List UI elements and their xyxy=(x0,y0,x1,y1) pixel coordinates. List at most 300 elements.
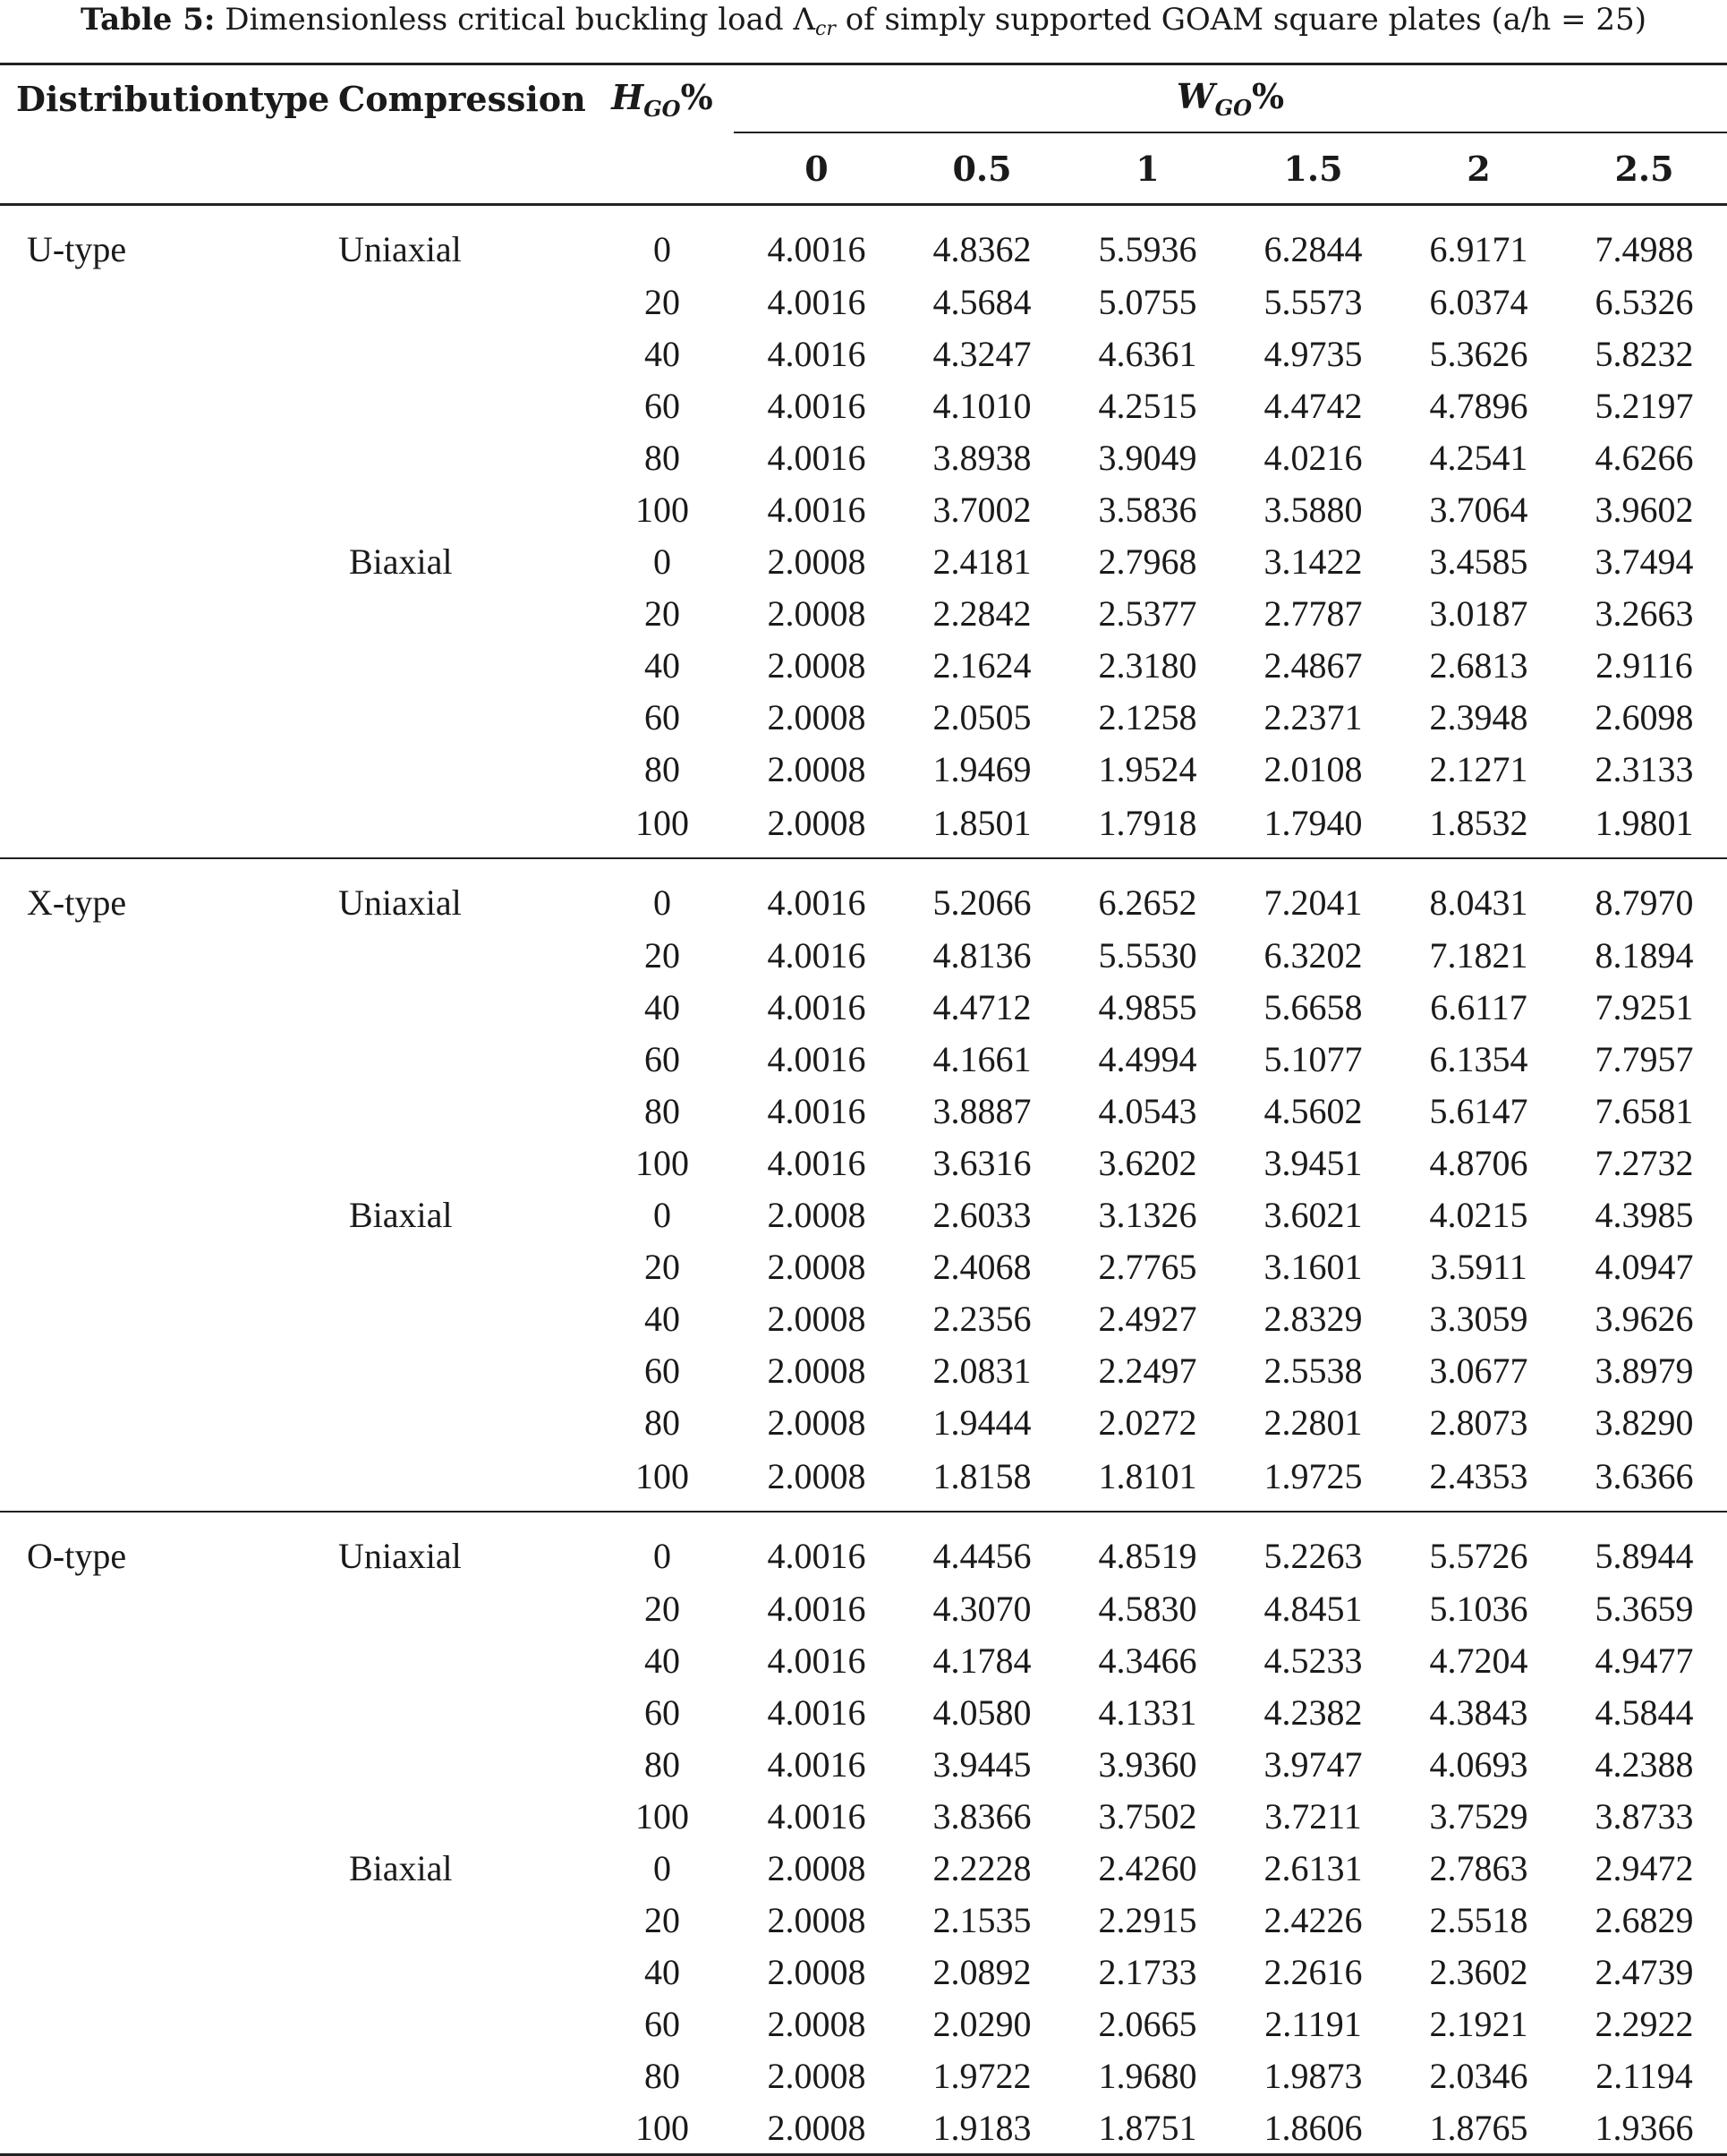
buckling-value-cell: 2.4181 xyxy=(932,541,1032,582)
buckling-value-cell: 2.2915 xyxy=(1098,1899,1197,1940)
buckling-value-cell: 4.2515 xyxy=(1098,385,1197,426)
buckling-value-cell: 3.9049 xyxy=(1098,437,1197,478)
distribution-type-cell xyxy=(0,379,322,431)
buckling-value-cell: 2.7787 xyxy=(1263,592,1363,634)
table-row xyxy=(0,1998,1727,2049)
buckling-value-cell: 2.4260 xyxy=(1098,1847,1197,1888)
hgo-cell: 40 xyxy=(644,1951,680,1992)
buckling-value-cell: 2.0008 xyxy=(767,696,866,737)
buckling-value-cell: 4.4712 xyxy=(932,986,1032,1027)
header-wgo-value: 2.5 xyxy=(1561,132,1727,205)
buckling-value-cell: 2.5377 xyxy=(1098,592,1197,634)
distribution-type-cell xyxy=(0,2101,322,2155)
compression-cell xyxy=(322,1344,591,1396)
buckling-value-cell: 2.6131 xyxy=(1263,1847,1363,1888)
buckling-value-cell: 1.9725 xyxy=(1230,1448,1396,1512)
compression-cell xyxy=(322,1085,591,1137)
buckling-value-cell: 3.3059 xyxy=(1429,1298,1528,1339)
buckling-value-cell: 3.9360 xyxy=(1098,1743,1197,1785)
buckling-value-cell: 2.0008 xyxy=(767,1298,866,1339)
buckling-value-cell: 4.0016 xyxy=(767,986,866,1027)
hgo-cell: 60 xyxy=(644,1692,680,1733)
buckling-value-cell: 4.0543 xyxy=(1098,1090,1197,1131)
buckling-value-cell: 8.7970 xyxy=(1595,882,1694,923)
buckling-value-cell: 7.7957 xyxy=(1595,1038,1694,1079)
buckling-value-cell: 4.0016 xyxy=(767,333,866,374)
buckling-value-cell: 4.5684 xyxy=(932,281,1032,322)
buckling-value-cell: 4.9477 xyxy=(1595,1640,1694,1681)
buckling-value-cell: 2.3602 xyxy=(1429,1951,1528,1992)
hgo-cell: 0 xyxy=(653,228,671,269)
buckling-value-cell: 3.8733 xyxy=(1595,1795,1694,1836)
buckling-value-cell: 5.5573 xyxy=(1263,281,1363,322)
buckling-value-cell: 5.1077 xyxy=(1263,1038,1363,1079)
buckling-value-cell: 1.8751 xyxy=(1065,2101,1230,2155)
distribution-type-cell xyxy=(0,795,322,858)
table-row xyxy=(0,1085,1727,1137)
table-row xyxy=(0,691,1727,743)
compression-cell xyxy=(322,981,591,1033)
buckling-value-cell: 1.9183 xyxy=(899,2101,1065,2155)
compression-cell xyxy=(322,639,591,691)
buckling-value-cell: 2.0505 xyxy=(932,696,1032,737)
table-row xyxy=(0,858,1727,929)
buckling-value-cell: 2.1733 xyxy=(1098,1951,1197,1992)
buckling-value-cell: 4.0016 xyxy=(767,385,866,426)
buckling-value-cell: 3.9747 xyxy=(1263,1743,1363,1785)
hgo-cell: 20 xyxy=(644,934,680,976)
buckling-value-cell: 6.6117 xyxy=(1430,986,1527,1027)
table-row xyxy=(0,2101,1727,2155)
buckling-value-cell: 6.5326 xyxy=(1595,281,1694,322)
buckling-value-cell: 5.6658 xyxy=(1263,986,1363,1027)
caption-text-after: of simply supported GOAM square plates (a/h = 25) xyxy=(845,2,1646,38)
hgo-cell: 40 xyxy=(644,644,680,686)
buckling-value-cell: 3.7502 xyxy=(1098,1795,1197,1836)
buckling-value-cell: 4.0016 xyxy=(767,1743,866,1785)
table-row xyxy=(0,2049,1727,2101)
hgo-cell: 60 xyxy=(644,696,680,737)
buckling-value-cell: 2.0008 xyxy=(767,1402,866,1443)
buckling-value-cell: 2.3133 xyxy=(1595,748,1694,789)
table-row xyxy=(0,1582,1727,1634)
buckling-value-cell: 2.2371 xyxy=(1263,696,1363,737)
buckling-value-cell: 2.0008 xyxy=(734,2101,899,2155)
header-wgo-sub: GO xyxy=(1214,95,1253,121)
header-wgo-unit: % xyxy=(1252,76,1285,116)
distribution-type-cell xyxy=(0,639,322,691)
compression-cell xyxy=(322,2101,591,2155)
distribution-type-cell xyxy=(0,483,322,535)
hgo-cell: 60 xyxy=(644,1038,680,1079)
table-row xyxy=(0,1189,1727,1240)
hgo-cell: 20 xyxy=(644,1246,680,1287)
buckling-value-cell: 4.7204 xyxy=(1429,1640,1528,1681)
distribution-type-cell: U-type xyxy=(27,228,127,269)
hgo-cell: 0 xyxy=(653,1535,671,1576)
buckling-value-cell: 2.4068 xyxy=(932,1246,1032,1287)
buckling-value-cell: 3.7002 xyxy=(932,489,1032,530)
distribution-type-cell xyxy=(0,1240,322,1292)
hgo-cell: 80 xyxy=(644,1090,680,1131)
buckling-value-cell: 4.0947 xyxy=(1595,1246,1694,1287)
table-body xyxy=(0,205,1727,2155)
buckling-value-cell: 2.1271 xyxy=(1429,748,1528,789)
buckling-value-cell: 3.6316 xyxy=(932,1142,1032,1183)
buckling-value-cell: 2.0290 xyxy=(932,2003,1032,2044)
header-empty-cell xyxy=(322,132,591,205)
buckling-value-cell: 6.2844 xyxy=(1263,228,1363,269)
hgo-cell: 60 xyxy=(644,1350,680,1391)
buckling-value-cell: 1.8158 xyxy=(899,1448,1065,1512)
buckling-value-cell: 4.0580 xyxy=(932,1692,1032,1733)
buckling-value-cell: 3.1326 xyxy=(1098,1194,1197,1235)
buckling-value-cell: 3.5880 xyxy=(1263,489,1363,530)
header-empty-cell xyxy=(591,132,734,205)
buckling-value-cell: 2.6033 xyxy=(932,1194,1032,1235)
distribution-type-cell xyxy=(0,587,322,639)
distribution-type-cell xyxy=(0,1292,322,1344)
buckling-value-cell: 2.7863 xyxy=(1429,1847,1528,1888)
buckling-value-cell: 2.0008 xyxy=(767,592,866,634)
buckling-value-cell: 4.2388 xyxy=(1595,1743,1694,1785)
distribution-type-cell xyxy=(0,2049,322,2101)
compression-cell: Uniaxial xyxy=(338,228,462,269)
buckling-value-cell: 4.8706 xyxy=(1429,1142,1528,1183)
caption-text-before: Dimensionless critical buckling load Λ xyxy=(225,2,816,38)
buckling-value-cell: 1.7918 xyxy=(1065,795,1230,858)
compression-cell xyxy=(322,691,591,743)
buckling-value-cell: 5.2197 xyxy=(1595,385,1694,426)
buckling-value-cell: 4.5830 xyxy=(1098,1588,1197,1629)
buckling-value-cell: 3.9451 xyxy=(1263,1142,1363,1183)
table-row xyxy=(0,379,1727,431)
buckling-value-cell: 5.5530 xyxy=(1098,934,1197,976)
header-wgo-value: 0.5 xyxy=(899,132,1065,205)
buckling-value-cell: 1.9722 xyxy=(932,2055,1032,2096)
buckling-value-cell: 2.6813 xyxy=(1429,644,1528,686)
compression-cell xyxy=(322,743,591,795)
table-row xyxy=(0,1033,1727,1085)
header-hgo xyxy=(591,64,734,133)
compression-cell: Uniaxial xyxy=(338,882,462,923)
buckling-value-cell: 7.2041 xyxy=(1263,882,1363,923)
buckling-value-cell: 3.1601 xyxy=(1263,1246,1363,1287)
buckling-value-cell: 1.9524 xyxy=(1098,748,1197,789)
table-row xyxy=(0,1634,1727,1686)
buckling-value-cell: 5.5726 xyxy=(1429,1535,1528,1576)
buckling-value-cell: 4.6361 xyxy=(1098,333,1197,374)
table-row xyxy=(0,1946,1727,1998)
buckling-value-cell: 5.0755 xyxy=(1098,281,1197,322)
buckling-value-cell: 4.6266 xyxy=(1595,437,1694,478)
buckling-value-cell: 2.7968 xyxy=(1098,541,1197,582)
buckling-value-cell: 2.0008 xyxy=(767,1194,866,1235)
table-row xyxy=(0,1137,1727,1189)
buckling-value-cell: 4.4456 xyxy=(932,1535,1032,1576)
buckling-value-cell: 2.4353 xyxy=(1396,1448,1561,1512)
buckling-value-cell: 2.0108 xyxy=(1263,748,1363,789)
buckling-value-cell: 3.7064 xyxy=(1429,489,1528,530)
compression-cell xyxy=(322,379,591,431)
distribution-type-cell xyxy=(0,1842,322,1894)
buckling-value-cell: 2.1191 xyxy=(1264,2003,1362,2044)
table-row xyxy=(0,1240,1727,1292)
table-row xyxy=(0,276,1727,328)
distribution-type-cell xyxy=(0,1085,322,1137)
hgo-cell: 0 xyxy=(653,541,671,582)
buckling-value-cell: 4.0016 xyxy=(767,228,866,269)
buckling-value-cell: 5.5936 xyxy=(1098,228,1197,269)
buckling-value-cell: 4.0016 xyxy=(767,1692,866,1733)
buckling-value-cell: 7.6581 xyxy=(1595,1090,1694,1131)
buckling-value-cell: 4.0016 xyxy=(767,1588,866,1629)
table-row xyxy=(0,1738,1727,1790)
buckling-value-cell: 5.8232 xyxy=(1595,333,1694,374)
buckling-value-cell: 4.1010 xyxy=(932,385,1032,426)
buckling-value-cell: 3.8290 xyxy=(1595,1402,1694,1443)
distribution-type-cell: O-type xyxy=(27,1535,127,1576)
buckling-value-cell: 2.5518 xyxy=(1429,1899,1528,1940)
buckling-value-cell: 3.5911 xyxy=(1430,1246,1527,1287)
buckling-value-cell: 6.9171 xyxy=(1429,228,1528,269)
compression-cell xyxy=(322,1998,591,2049)
hgo-cell: 100 xyxy=(591,2101,734,2155)
buckling-value-cell: 3.6202 xyxy=(1098,1142,1197,1183)
caption-label: Table 5: xyxy=(81,2,216,38)
distribution-type-cell xyxy=(0,276,322,328)
buckling-value-cell: 2.5538 xyxy=(1263,1350,1363,1391)
table-row xyxy=(0,1396,1727,1448)
buckling-value-cell: 2.2356 xyxy=(932,1298,1032,1339)
compression-cell xyxy=(322,1894,591,1946)
hgo-cell: 60 xyxy=(644,2003,680,2044)
hgo-cell: 80 xyxy=(644,1743,680,1785)
buckling-value-cell: 2.0008 xyxy=(767,1847,866,1888)
table-row xyxy=(0,1344,1727,1396)
buckling-value-cell: 2.4739 xyxy=(1595,1951,1694,1992)
table-row xyxy=(0,1894,1727,1946)
buckling-value-cell: 4.0016 xyxy=(767,1142,866,1183)
buckling-value-cell: 2.4226 xyxy=(1263,1899,1363,1940)
buckling-value-cell: 2.8329 xyxy=(1263,1298,1363,1339)
buckling-value-cell: 4.9855 xyxy=(1098,986,1197,1027)
buckling-value-cell: 3.0677 xyxy=(1429,1350,1528,1391)
compression-cell xyxy=(322,1396,591,1448)
buckling-value-cell: 4.5844 xyxy=(1595,1692,1694,1733)
buckling-value-cell: 2.6098 xyxy=(1595,696,1694,737)
distribution-type-cell xyxy=(0,1033,322,1085)
hgo-cell: 40 xyxy=(644,1640,680,1681)
buckling-value-cell: 2.2228 xyxy=(932,1847,1032,1888)
compression-cell xyxy=(322,929,591,981)
buckling-value-cell: 2.0008 xyxy=(767,748,866,789)
compression-cell: Biaxial xyxy=(349,1847,453,1888)
hgo-cell: 0 xyxy=(653,882,671,923)
header-wgo-value: 0 xyxy=(734,132,899,205)
buckling-value-cell: 6.1354 xyxy=(1429,1038,1528,1079)
buckling-value-cell: 2.0008 xyxy=(767,2003,866,2044)
buckling-value-cell: 2.0272 xyxy=(1098,1402,1197,1443)
buckling-value-cell: 4.3070 xyxy=(932,1588,1032,1629)
distribution-type-cell xyxy=(0,929,322,981)
buckling-value-cell: 3.8887 xyxy=(932,1090,1032,1131)
buckling-value-cell: 1.8532 xyxy=(1396,795,1561,858)
buckling-value-cell: 2.6829 xyxy=(1595,1899,1694,1940)
table-row xyxy=(0,205,1727,277)
table-header xyxy=(0,64,1727,205)
hgo-cell: 80 xyxy=(644,748,680,789)
hgo-cell: 80 xyxy=(644,2055,680,2096)
table-caption xyxy=(0,0,1727,54)
distribution-type-cell: X-type xyxy=(27,882,127,923)
compression-cell xyxy=(322,2049,591,2101)
hgo-cell: 20 xyxy=(644,592,680,634)
buckling-value-cell: 4.5233 xyxy=(1263,1640,1363,1681)
distribution-type-cell xyxy=(0,1189,322,1240)
buckling-value-cell: 2.0008 xyxy=(767,1951,866,1992)
compression-cell xyxy=(322,795,591,858)
buckling-value-cell: 2.2801 xyxy=(1263,1402,1363,1443)
buckling-value-cell: 7.2732 xyxy=(1595,1142,1694,1183)
buckling-value-cell: 1.7940 xyxy=(1230,795,1396,858)
buckling-value-cell: 1.9366 xyxy=(1561,2101,1727,2155)
table-row xyxy=(0,743,1727,795)
buckling-value-cell: 2.0665 xyxy=(1098,2003,1197,2044)
compression-cell: Biaxial xyxy=(349,541,453,582)
buckling-value-cell: 6.2652 xyxy=(1098,882,1197,923)
distribution-type-cell xyxy=(0,535,322,587)
distribution-type-cell xyxy=(0,981,322,1033)
distribution-type-cell xyxy=(0,1790,322,1842)
distribution-type-cell xyxy=(0,691,322,743)
buckling-value-cell: 5.1036 xyxy=(1429,1588,1528,1629)
hgo-cell: 40 xyxy=(644,986,680,1027)
header-empty-cell xyxy=(0,132,322,205)
buckling-value-cell: 4.2382 xyxy=(1263,1692,1363,1733)
buckling-value-cell: 4.0016 xyxy=(767,1535,866,1576)
hgo-cell: 100 xyxy=(635,489,689,530)
buckling-value-cell: 4.9735 xyxy=(1263,333,1363,374)
hgo-cell: 0 xyxy=(653,1847,671,1888)
table-row xyxy=(0,1292,1727,1344)
distribution-type-cell xyxy=(0,1396,322,1448)
buckling-value-cell: 2.0008 xyxy=(767,2055,866,2096)
buckling-value-cell: 4.3466 xyxy=(1098,1640,1197,1681)
hgo-cell: 80 xyxy=(644,437,680,478)
buckling-value-cell: 2.0008 xyxy=(734,1448,899,1512)
buckling-value-cell: 3.2663 xyxy=(1595,592,1694,634)
buckling-value-cell: 4.0016 xyxy=(767,1038,866,1079)
buckling-value-cell: 4.0016 xyxy=(767,437,866,478)
table-row xyxy=(0,981,1727,1033)
buckling-value-cell: 8.1894 xyxy=(1595,934,1694,976)
buckling-value-cell: 2.9116 xyxy=(1595,644,1693,686)
compression-cell xyxy=(322,1946,591,1998)
buckling-value-cell: 3.0187 xyxy=(1429,592,1528,634)
buckling-value-cell: 1.9469 xyxy=(932,748,1032,789)
table-row xyxy=(0,587,1727,639)
header-compression: Compression xyxy=(322,64,591,133)
buckling-value-cell: 2.4927 xyxy=(1098,1298,1197,1339)
buckling-value-cell: 1.8765 xyxy=(1396,2101,1561,2155)
table-row xyxy=(0,1686,1727,1738)
buckling-value-cell: 4.8136 xyxy=(932,934,1032,976)
buckling-value-cell: 1.8101 xyxy=(1065,1448,1230,1512)
buckling-value-cell: 3.9445 xyxy=(932,1743,1032,1785)
buckling-value-cell: 3.6021 xyxy=(1263,1194,1363,1235)
buckling-value-cell: 2.3180 xyxy=(1098,644,1197,686)
buckling-value-cell: 2.2842 xyxy=(932,592,1032,634)
compression-cell xyxy=(322,1033,591,1085)
compression-cell xyxy=(322,431,591,483)
buckling-value-cell: 4.0016 xyxy=(767,1640,866,1681)
hgo-cell: 100 xyxy=(591,795,734,858)
buckling-value-cell: 4.1784 xyxy=(932,1640,1032,1681)
compression-cell: Biaxial xyxy=(349,1194,453,1235)
table-row xyxy=(0,431,1727,483)
distribution-type-cell xyxy=(0,1344,322,1396)
hgo-cell: 40 xyxy=(644,333,680,374)
compression-cell xyxy=(322,276,591,328)
buckling-value-cell: 2.7765 xyxy=(1098,1246,1197,1287)
header-wgo-value: 2 xyxy=(1396,132,1561,205)
buckling-value-cell: 2.1535 xyxy=(932,1899,1032,1940)
compression-cell xyxy=(322,483,591,535)
buckling-value-cell: 4.0016 xyxy=(767,1090,866,1131)
buckling-value-cell: 5.3626 xyxy=(1429,333,1528,374)
buckling-value-cell: 2.0008 xyxy=(767,644,866,686)
buckling-value-cell: 2.8073 xyxy=(1429,1402,1528,1443)
buckling-value-cell: 7.4988 xyxy=(1595,228,1694,269)
buckling-value-cell: 7.1821 xyxy=(1429,934,1528,976)
buckling-value-cell: 4.0016 xyxy=(767,489,866,530)
distribution-type-cell xyxy=(0,743,322,795)
buckling-value-cell: 4.7896 xyxy=(1429,385,1528,426)
buckling-value-cell: 4.3843 xyxy=(1429,1692,1528,1733)
compression-cell xyxy=(322,1582,591,1634)
header-wgo-value: 1.5 xyxy=(1230,132,1396,205)
compression-cell xyxy=(322,1137,591,1189)
buckling-value-cell: 1.9680 xyxy=(1098,2055,1197,2096)
distribution-type-cell xyxy=(0,1137,322,1189)
buckling-value-cell: 2.0008 xyxy=(767,1246,866,1287)
distribution-type-cell xyxy=(0,1634,322,1686)
hgo-cell: 20 xyxy=(644,1899,680,1940)
buckling-value-cell: 3.4585 xyxy=(1429,541,1528,582)
header-hgo-sub: GO xyxy=(643,95,681,122)
buckling-value-cell: 2.0008 xyxy=(767,1899,866,1940)
distribution-type-cell xyxy=(0,1894,322,1946)
hgo-cell: 60 xyxy=(644,385,680,426)
table-row xyxy=(0,1512,1727,1582)
buckling-value-cell: 2.2922 xyxy=(1595,2003,1694,2044)
header-distribution-type: Distributiontype xyxy=(0,64,322,133)
buckling-value-cell: 1.8606 xyxy=(1230,2101,1396,2155)
table-row xyxy=(0,328,1727,379)
hgo-cell: 40 xyxy=(644,1298,680,1339)
buckling-value-cell: 2.2616 xyxy=(1263,1951,1363,1992)
buckling-value-cell: 4.5602 xyxy=(1263,1090,1363,1131)
buckling-value-cell: 3.1422 xyxy=(1263,541,1363,582)
buckling-value-cell: 4.8362 xyxy=(932,228,1032,269)
buckling-value-cell: 3.7494 xyxy=(1595,541,1694,582)
buckling-value-cell: 7.9251 xyxy=(1595,986,1694,1027)
buckling-value-cell: 3.8366 xyxy=(932,1795,1032,1836)
hgo-cell: 80 xyxy=(644,1402,680,1443)
compression-cell xyxy=(322,587,591,639)
distribution-type-cell xyxy=(0,1582,322,1634)
